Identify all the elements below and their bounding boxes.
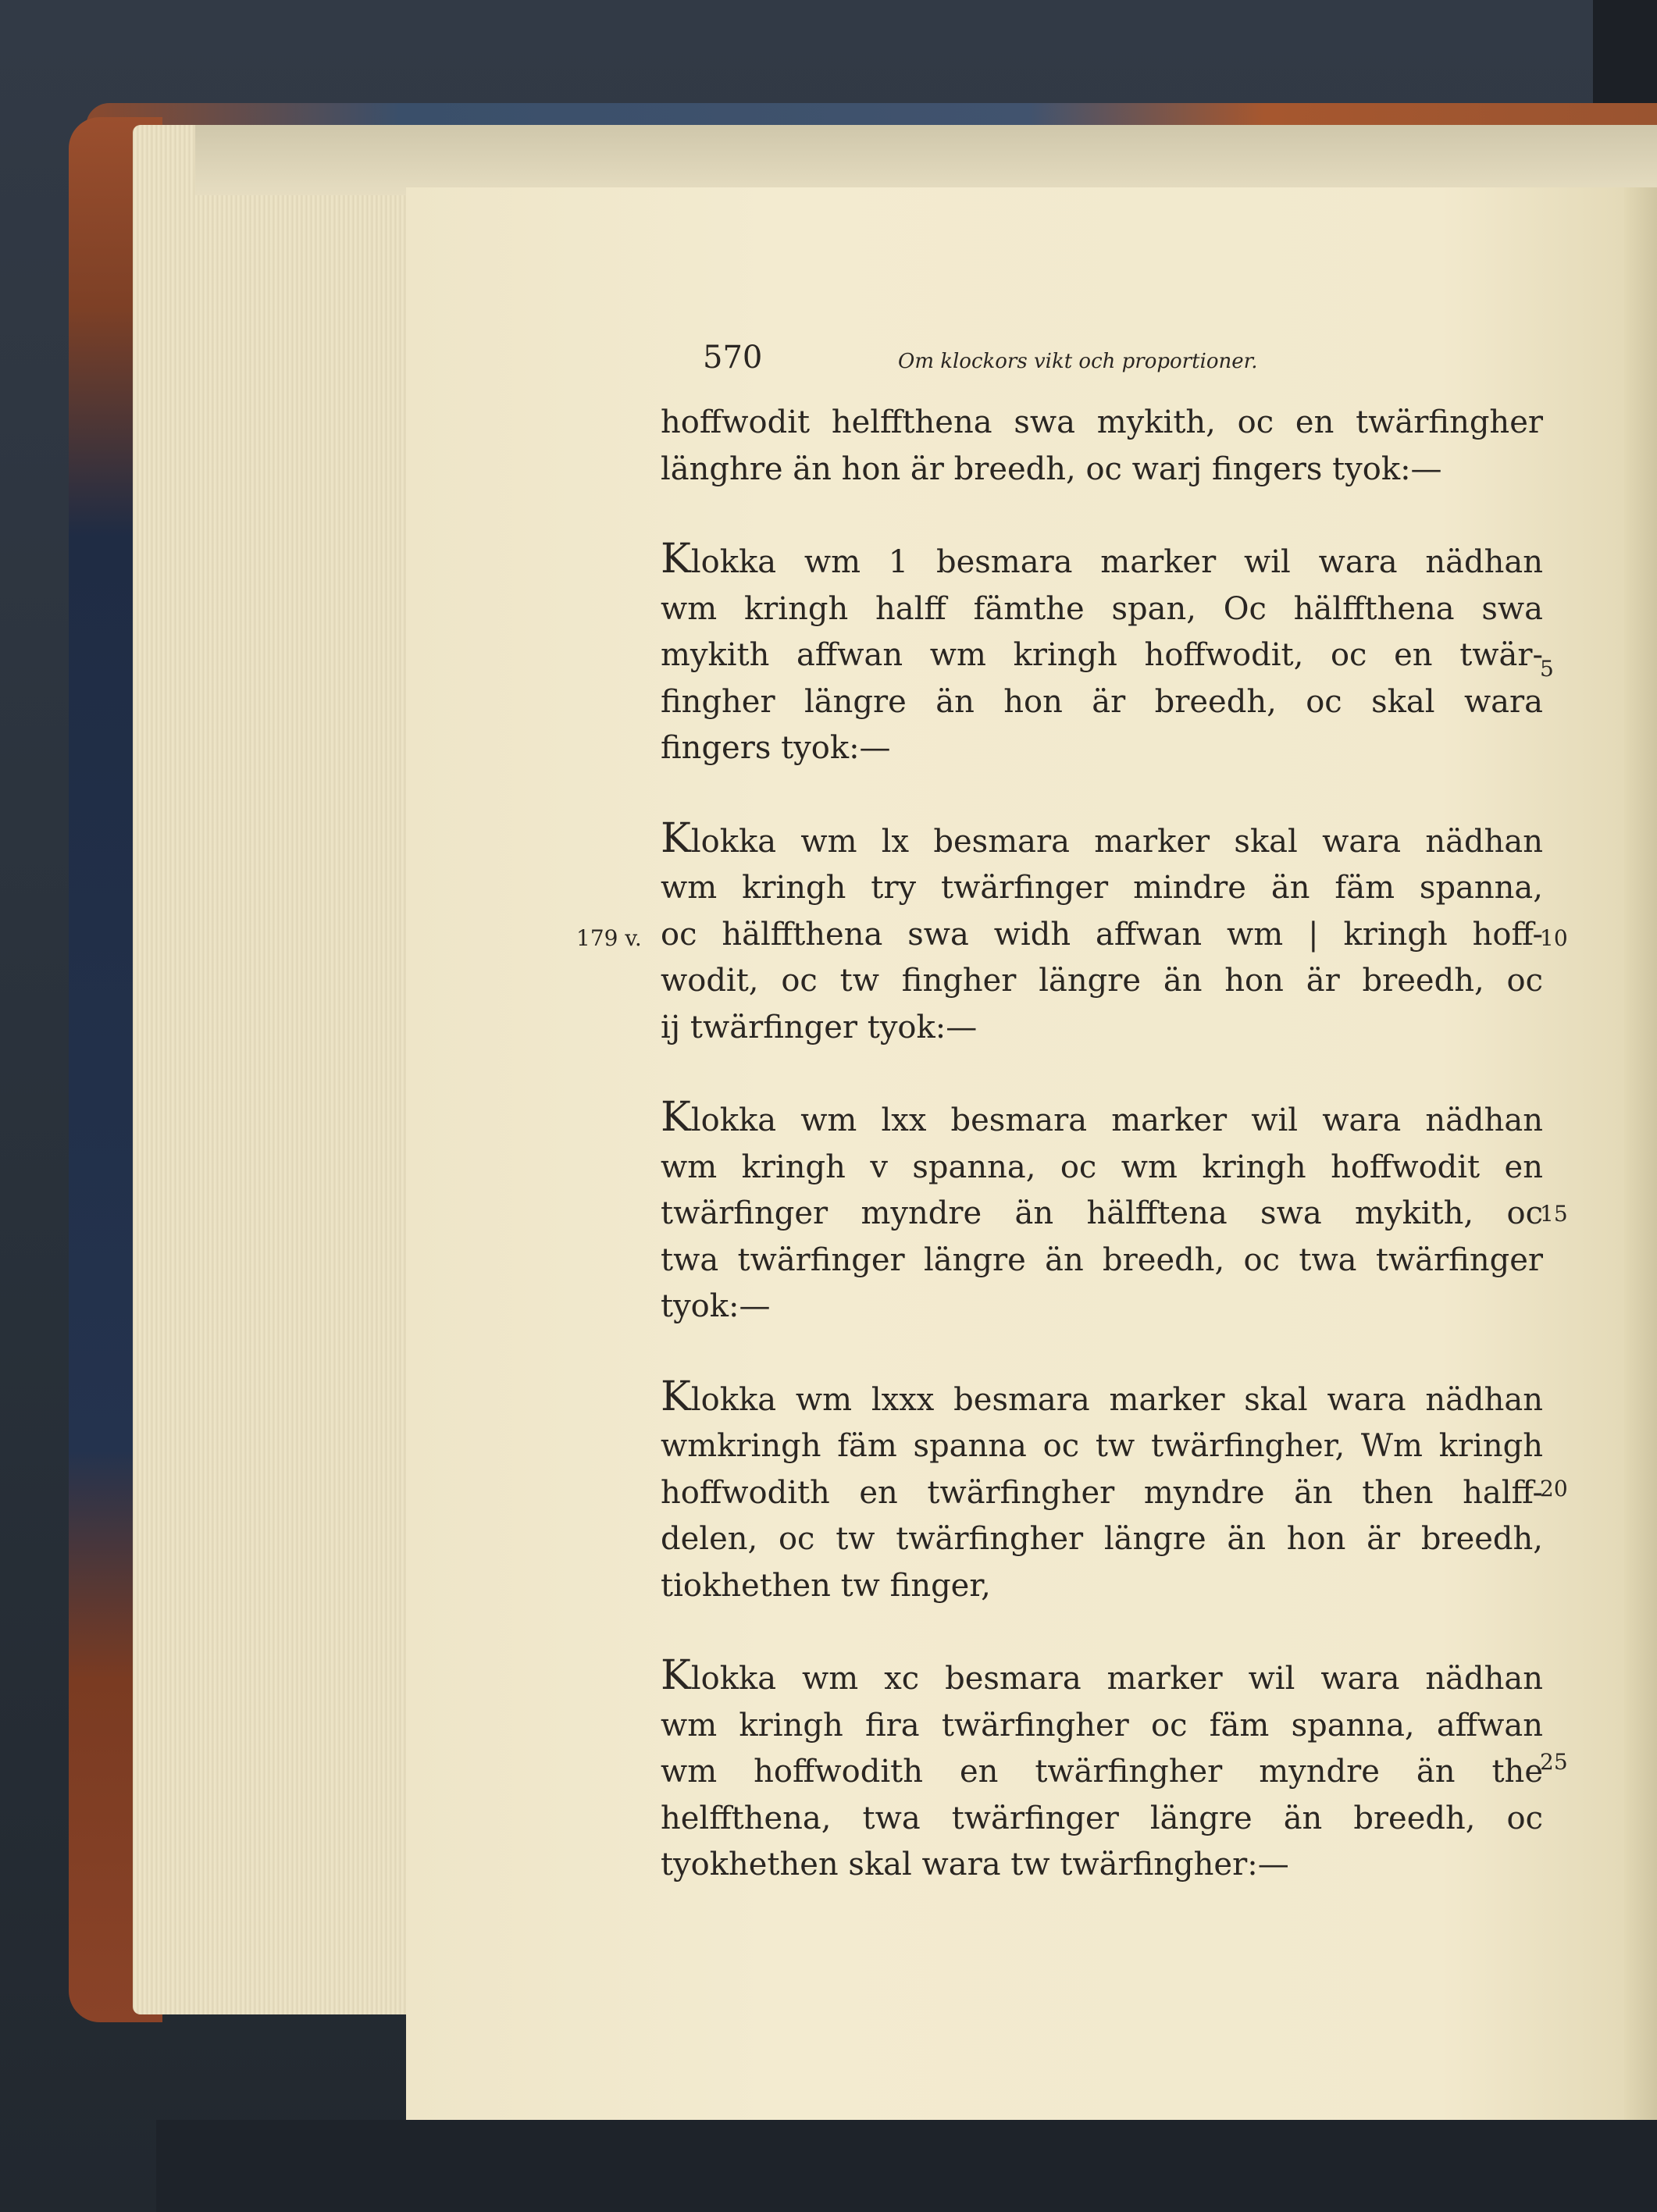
text-line: wodit, oc tw fingher längre än hon är breedh, oc bbox=[661, 963, 1543, 999]
initial-letter: K bbox=[661, 536, 691, 582]
text-line: oc hälffthena swa widh affwan wm | kringh hoff- bbox=[661, 916, 1543, 953]
paragraph bbox=[661, 1652, 1543, 1889]
text-line: wm kringh fira twärfingher oc fäm spanna, affwan bbox=[661, 1707, 1543, 1744]
text-line: hoffwodit helffthena swa mykith, oc en twärfingher bbox=[661, 404, 1543, 440]
text-line: Klokka wm 1 besmara marker wil wara nädhan bbox=[661, 536, 1543, 582]
text-line: wm hoffwodith en twärfingher myndre än the bbox=[661, 1754, 1543, 1790]
text-line: Klokka wm lxxx besmara marker skal wara nädhan bbox=[661, 1373, 1543, 1420]
line-number: 20 bbox=[1540, 1476, 1568, 1501]
text-line: Klokka wm lxx besmara marker wil wara nädhan bbox=[661, 1094, 1543, 1141]
text-line: mykith affwan wm kringh hoffwodit, oc en twär- bbox=[661, 637, 1543, 673]
line-number: 15 bbox=[1540, 1201, 1568, 1227]
bottom-shadow bbox=[156, 2120, 1657, 2212]
line-number: 25 bbox=[1540, 1749, 1568, 1775]
paragraph bbox=[661, 536, 1543, 772]
initial-letter: K bbox=[661, 1373, 691, 1420]
text-line: twa twärfinger längre än breedh, oc twa twärfinger bbox=[661, 1241, 1543, 1278]
page-edges bbox=[133, 125, 414, 2014]
body-text bbox=[661, 400, 1543, 1889]
margin-folio-note: 179 v. bbox=[576, 925, 642, 951]
line-number: 5 bbox=[1540, 656, 1554, 682]
paragraph bbox=[661, 400, 1543, 493]
text-line: fingers tyok:— bbox=[661, 730, 891, 766]
text-line: wm kringh halff fämthe span, Oc hälffthena swa bbox=[661, 590, 1543, 627]
text-line: Klokka wm lx besmara marker skal wara nädhan bbox=[661, 814, 1543, 862]
paragraph bbox=[661, 1373, 1543, 1610]
initial-letter: K bbox=[661, 1652, 691, 1699]
text-line: wmkringh fäm spanna oc tw twärfingher, Wm kringh bbox=[661, 1428, 1543, 1464]
text-line: ij twärfinger tyok:— bbox=[661, 1009, 978, 1045]
text-line: twärfinger myndre än hälfftena swa mykith, oc bbox=[661, 1195, 1543, 1231]
paragraph bbox=[661, 1094, 1543, 1330]
initial-letter: K bbox=[661, 1094, 691, 1141]
page-number: 570 bbox=[703, 340, 763, 376]
page-top-edge bbox=[195, 125, 1657, 195]
text-line: helffthena, twa twärfinger längre än breedh, oc bbox=[661, 1800, 1543, 1836]
text-line: hoffwodith en twärfingher myndre än then halff- bbox=[661, 1474, 1543, 1511]
initial-letter: K bbox=[661, 814, 691, 862]
text-line: wm kringh v spanna, oc wm kringh hoffwodit en bbox=[661, 1149, 1543, 1185]
paragraph bbox=[661, 814, 1543, 1052]
text-line: delen, oc tw twärfingher längre än hon är breedh, bbox=[661, 1521, 1543, 1557]
text-line: tyokhethen skal wara tw twärfingher:— bbox=[661, 1847, 1289, 1883]
line-number: 10 bbox=[1540, 925, 1568, 951]
text-line: wm kringh try twärfinger mindre än fäm spanna, bbox=[661, 870, 1543, 906]
text-line: länghre än hon är breedh, oc warj fingers tyok:— bbox=[661, 451, 1442, 487]
text-line: fingher längre än hon är breedh, oc skal wara bbox=[661, 683, 1543, 720]
page-gutter bbox=[1624, 187, 1657, 2120]
text-line: tyok:— bbox=[661, 1288, 771, 1324]
text-line: Klokka wm xc besmara marker wil wara nädhan bbox=[661, 1652, 1543, 1699]
text-line: tiokhethen tw finger, bbox=[661, 1567, 991, 1604]
running-title: Om klockors vikt och proportioner. bbox=[898, 350, 1258, 373]
book-page bbox=[406, 187, 1624, 2120]
